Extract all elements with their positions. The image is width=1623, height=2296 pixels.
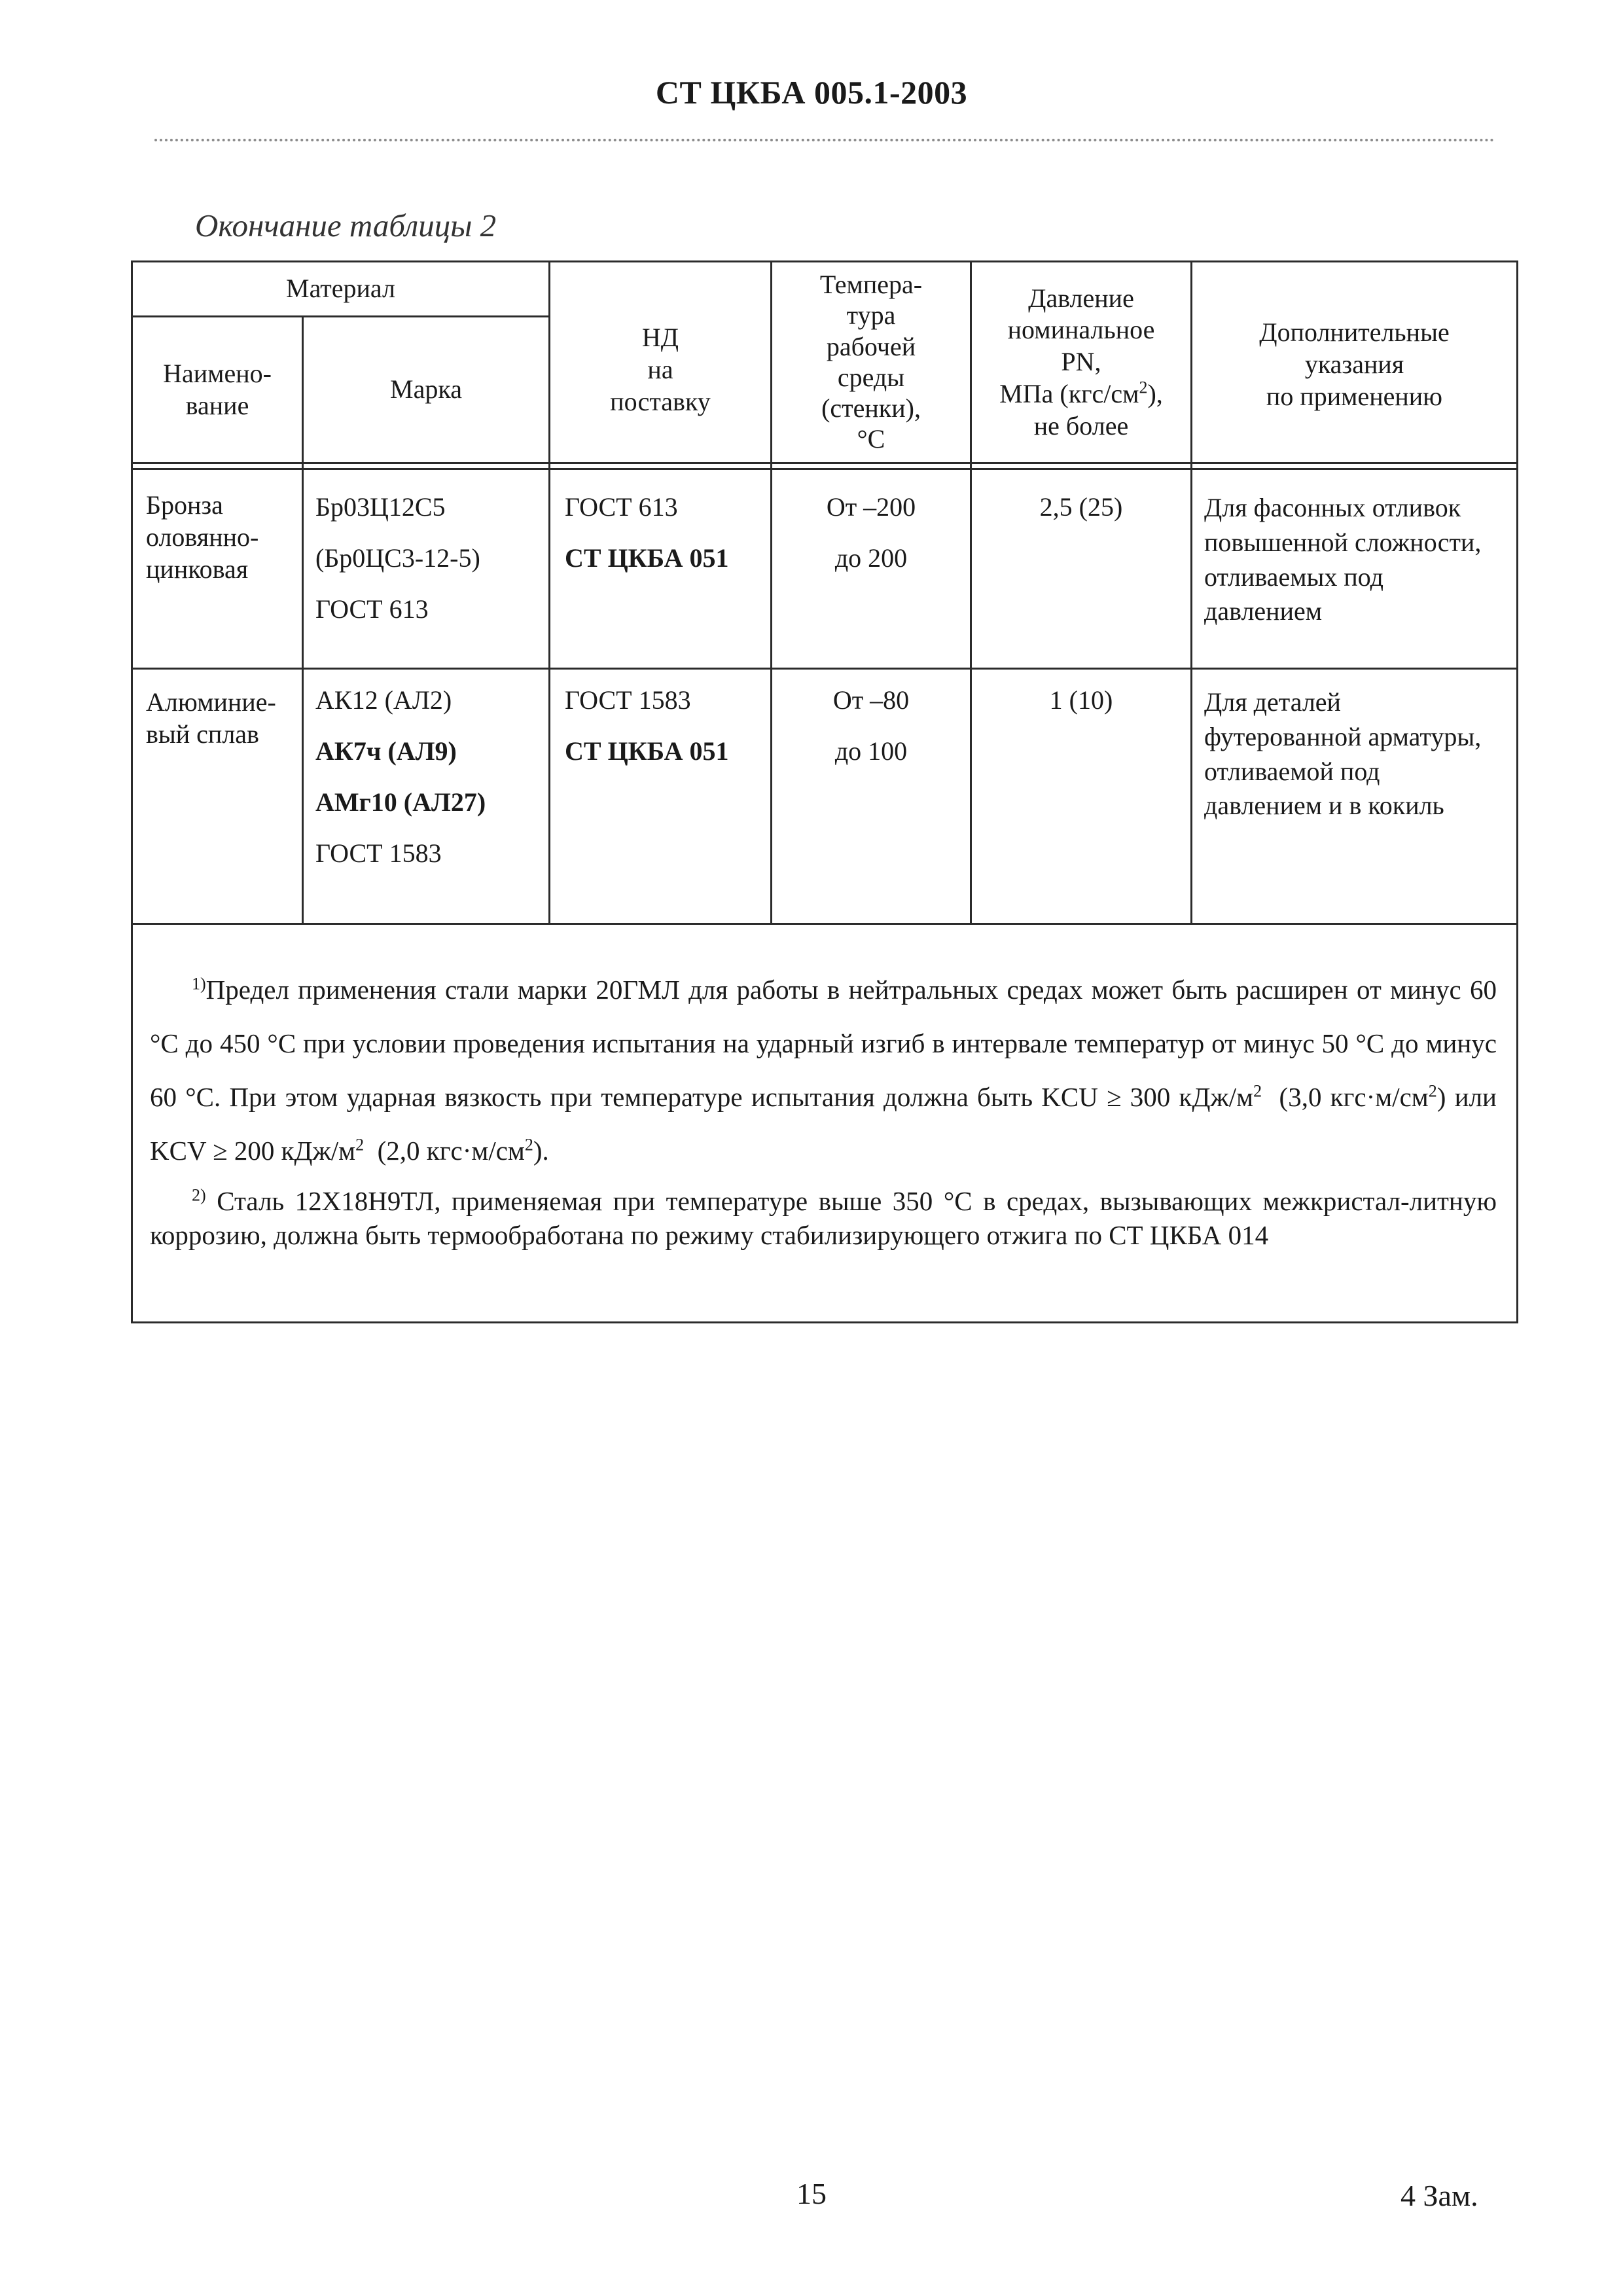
- cell-temperature: [772, 669, 971, 924]
- nd-line: СТ ЦКБА 051: [565, 736, 729, 766]
- cell-pressure: 1 (10): [971, 669, 1192, 924]
- grade-line: АК12 (АЛ2): [315, 685, 452, 715]
- footnote-2: $^{2)}$ Сталь 12Х18Н9ТЛ, применяемая при температуре выше 350 °С в средах, вызывающих межкристал-литную коррозию, должна быть термообработана по режиму стабилизирующего отжига по СТ ЦКБА 014: [150, 1185, 1497, 1250]
- cell-notes: Для деталей футерованной арматуры, отливаемой под давлением и в кокиль: [1192, 669, 1518, 924]
- footnotes-cell: [132, 924, 1518, 1323]
- grade-line: АК7ч (АЛ9): [315, 736, 457, 766]
- nd-line: ГОСТ 1583: [565, 685, 691, 715]
- amendment-mark: 4 Зам.: [1400, 2179, 1478, 2212]
- grade-line: Бр03Ц12С5: [315, 492, 446, 522]
- cell-name: Алюминие- вый сплав: [132, 669, 303, 924]
- header-temperature: Темпера- тура рабочей среды (стенки), °С: [772, 262, 971, 463]
- temp-to: до 200: [834, 543, 908, 573]
- page-number: 15: [796, 2177, 827, 2210]
- header-grade: Марка: [303, 317, 550, 463]
- grade-line: ГОСТ 1583: [315, 838, 442, 868]
- cell-nd: [550, 469, 772, 669]
- table-caption: Окончание таблицы 2: [195, 207, 497, 243]
- cell-grade: [303, 469, 550, 669]
- header-name: Наимено- вание: [132, 317, 303, 463]
- cell-grade: [303, 669, 550, 924]
- grade-line: (Бр0ЦС3-12-5): [315, 543, 480, 573]
- temp-to: до 100: [834, 736, 908, 766]
- document-code: СТ ЦКБА 005.1-2003: [655, 74, 968, 111]
- grade-line: АМг10 (АЛ27): [315, 787, 486, 817]
- header-material: Материал: [132, 262, 550, 317]
- footnotes-row: [132, 924, 1518, 1323]
- cell-notes: Для фасонных отливок повышенной сложности, отливаемых под давлением: [1192, 469, 1518, 669]
- grade-line: ГОСТ 613: [315, 594, 429, 624]
- nd-line: СТ ЦКБА 051: [565, 543, 729, 573]
- table-row: [132, 669, 1518, 924]
- header-rule: [154, 139, 1495, 141]
- header-notes: Дополнительные указания по применению: [1192, 262, 1518, 463]
- header-nd: НД на поставку: [550, 262, 772, 463]
- cell-pressure: 2,5 (25): [971, 469, 1192, 669]
- temp-from: От –200: [826, 492, 916, 522]
- materials-table: [131, 260, 1518, 1323]
- header-double-rule: [132, 463, 1518, 469]
- nd-line: ГОСТ 613: [565, 492, 678, 522]
- footnote-1: $^{1)}$Предел применения стали марки 20ГМЛ для работы в нейтральных средах может быть расширен от минус 60 °С до 450 °С при условии проведения испытания на ударный изгиб в интервале температур от минус 50 °С до минус 60 °С. При этом ударная вязкость при температуре испытания должна быть KCU ≥ 300 кДж/$м^2$ (3,0 $кгс\cdot м/см^2$) или KCV ≥ 200 кДж/$м^2$ (2,0 $кгс\cdot м/см^2$).: [150, 974, 1497, 1166]
- cell-name: Бронза оловянно- цинковая: [132, 469, 303, 669]
- cell-temperature: [772, 469, 971, 669]
- table-row: [132, 469, 1518, 669]
- cell-nd: [550, 669, 772, 924]
- header-pressure: Давление номинальное PN, МПа $(кгс/см^2)$, не более: [971, 262, 1192, 463]
- temp-from: От –80: [832, 685, 910, 715]
